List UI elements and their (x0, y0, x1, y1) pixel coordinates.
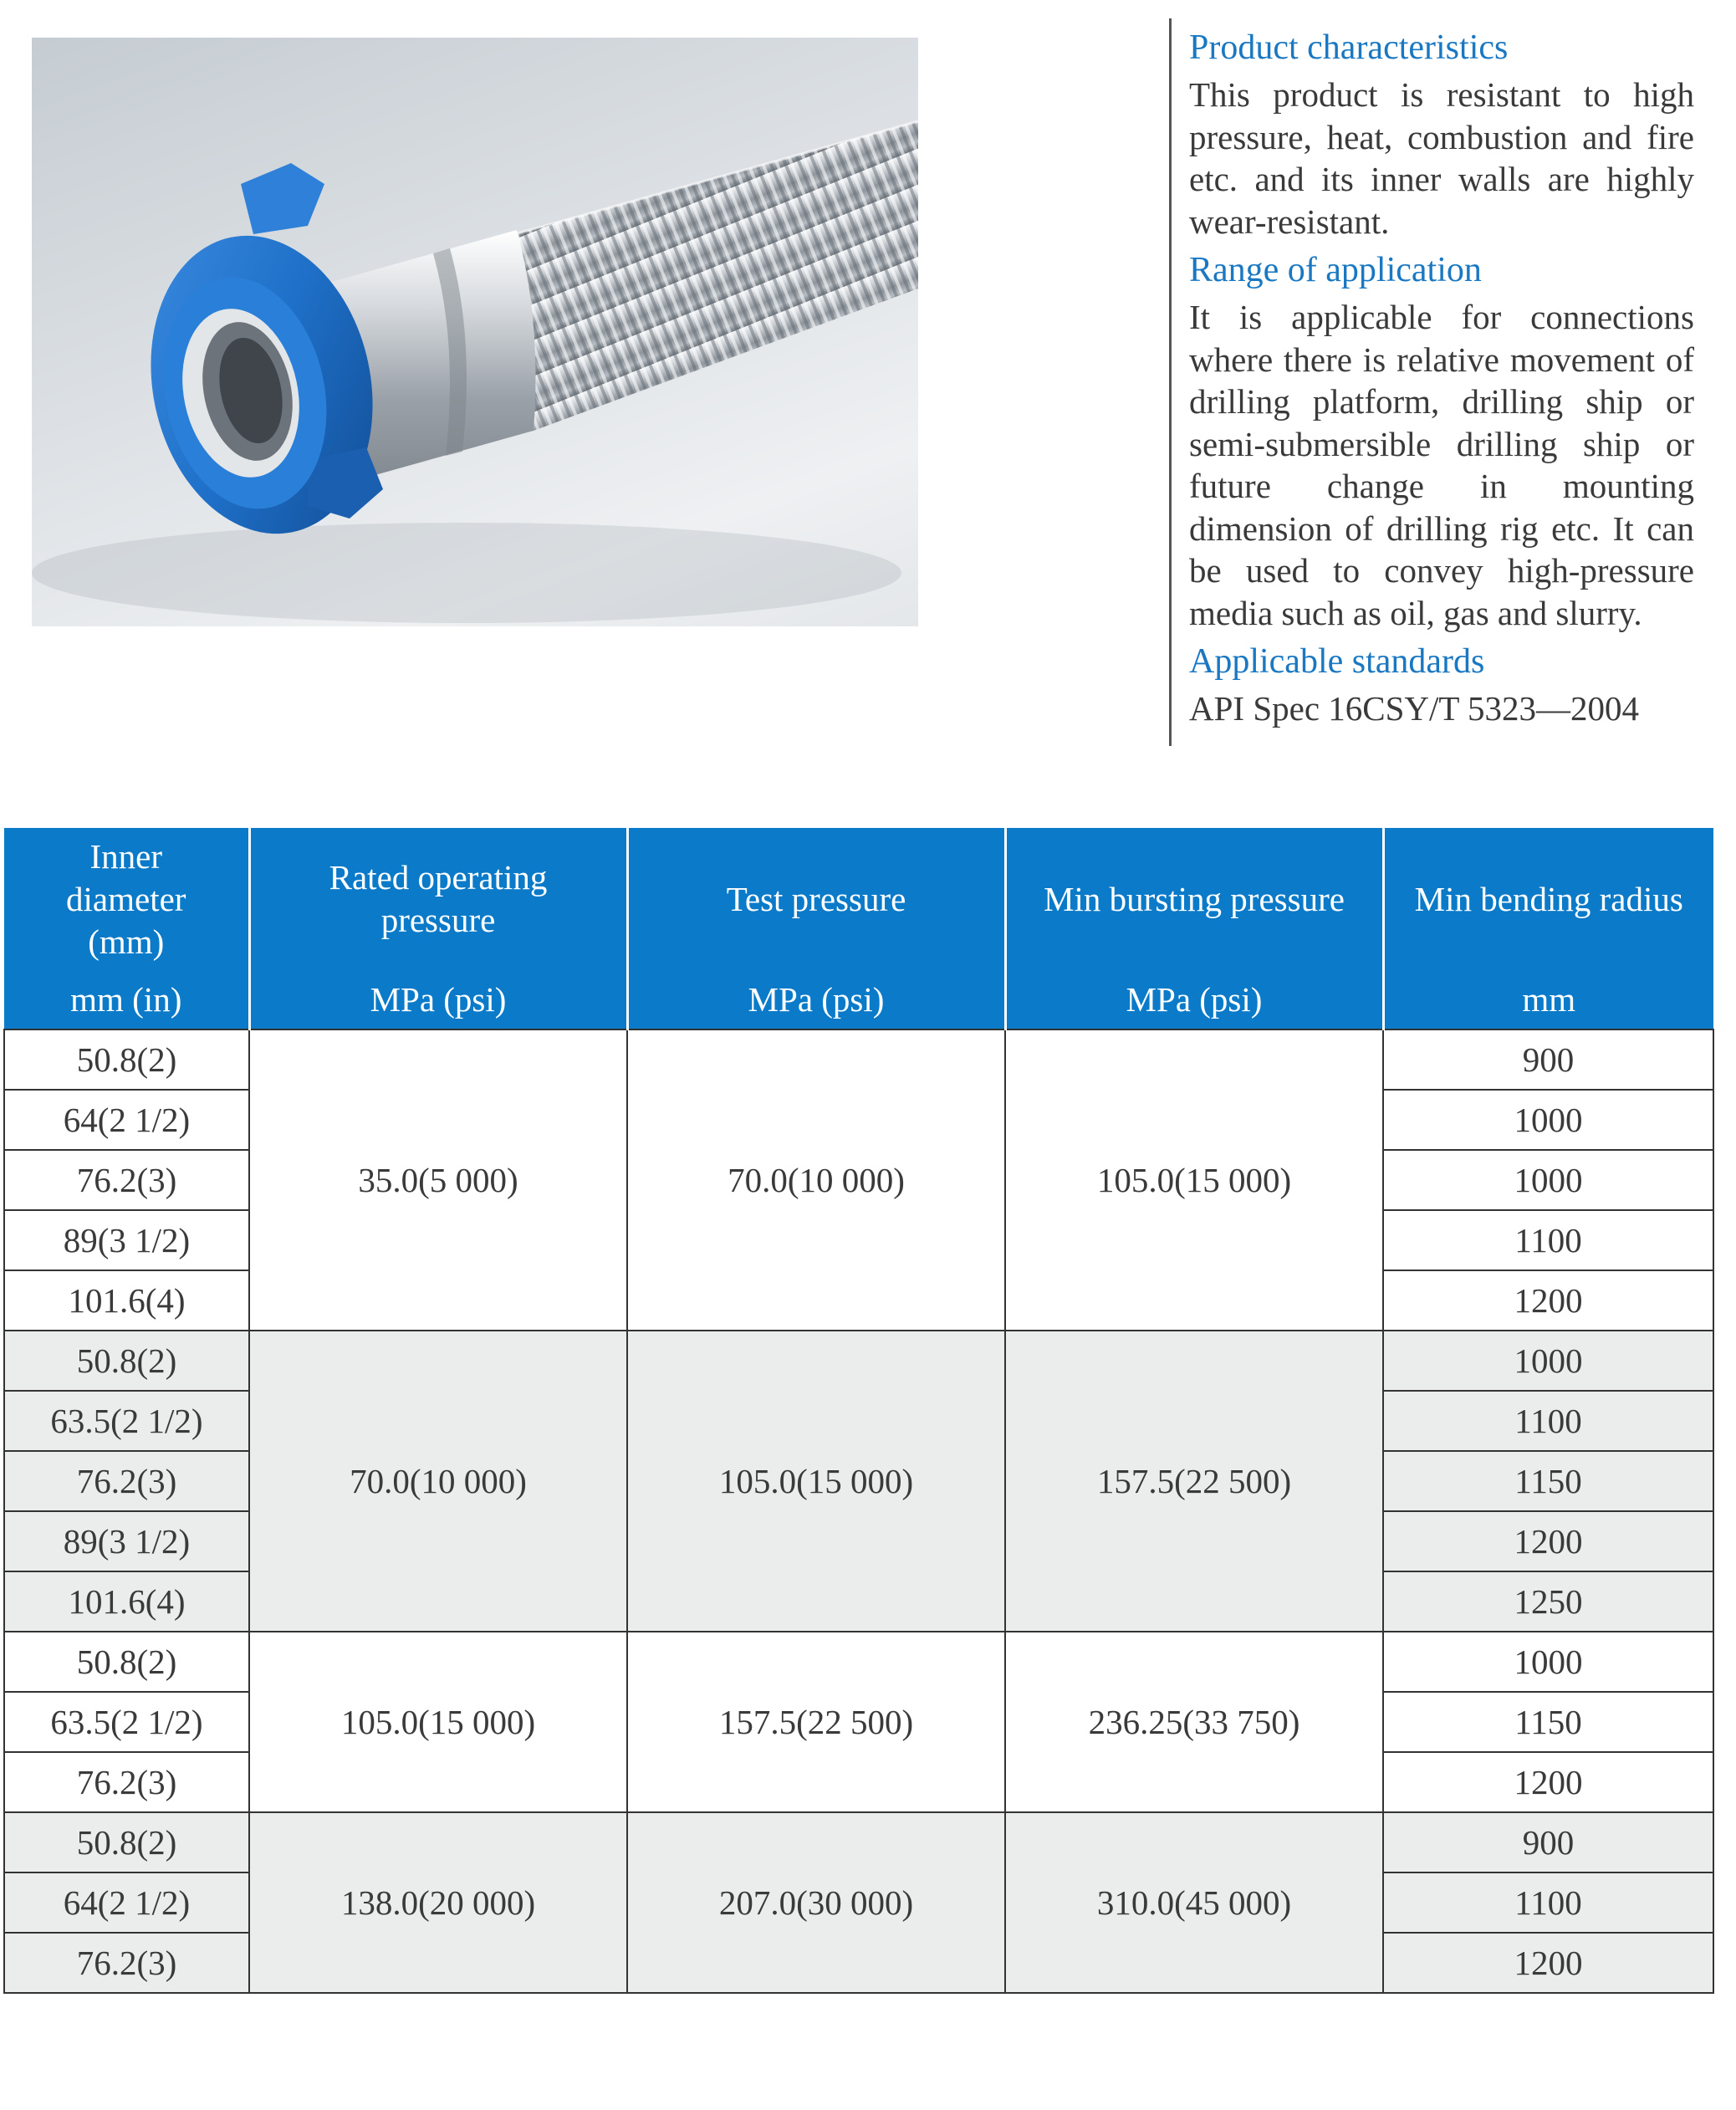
unit-inner-diameter: mm (in) (4, 970, 249, 1029)
header-rated-pressure: Rated operating pressure (249, 828, 627, 970)
inner-diameter-cell: 64(2 1/2) (4, 1090, 249, 1150)
product-photo (32, 38, 918, 626)
inner-diameter-cell: 50.8(2) (4, 1632, 249, 1692)
inner-diameter-cell: 50.8(2) (4, 1812, 249, 1872)
test-pressure-cell: 70.0(10 000) (627, 1029, 1005, 1331)
test-pressure-cell: 105.0(15 000) (627, 1331, 1005, 1632)
rated-pressure-cell: 35.0(5 000) (249, 1029, 627, 1331)
bending-radius-cell: 1000 (1383, 1150, 1713, 1210)
header-bending-radius: Min bending radius (1383, 828, 1713, 970)
unit-bursting-pressure: MPa (psi) (1005, 970, 1383, 1029)
test-pressure-cell: 157.5(22 500) (627, 1632, 1005, 1812)
spec-table (3, 828, 1714, 1994)
test-pressure-cell: 207.0(30 000) (627, 1812, 1005, 1993)
characteristics-text: This product is resistant to high pressure, heat, combustion and fire etc. and its inner walls are highly wear-resistant. (1189, 75, 1694, 241)
bending-radius-cell: 1200 (1383, 1511, 1713, 1571)
inner-diameter-cell: 63.5(2 1/2) (4, 1692, 249, 1752)
header-row (4, 828, 1713, 970)
vertical-divider (1169, 18, 1172, 746)
rated-pressure-cell: 70.0(10 000) (249, 1331, 627, 1632)
bursting-pressure-cell: 310.0(45 000) (1005, 1812, 1383, 1993)
bending-radius-cell: 1100 (1383, 1872, 1713, 1933)
table-row (4, 1331, 1713, 1391)
unit-rated-pressure: MPa (psi) (249, 970, 627, 1029)
bending-radius-cell: 1200 (1383, 1933, 1713, 1993)
inner-diameter-cell: 76.2(3) (4, 1933, 249, 1993)
rated-pressure-cell: 105.0(15 000) (249, 1632, 627, 1812)
inner-diameter-cell: 64(2 1/2) (4, 1872, 249, 1933)
bending-radius-cell: 1250 (1383, 1571, 1713, 1632)
bending-radius-cell: 1200 (1383, 1270, 1713, 1331)
bursting-pressure-cell: 157.5(22 500) (1005, 1331, 1383, 1632)
inner-diameter-cell: 89(3 1/2) (4, 1511, 249, 1571)
characteristics-title: Product characteristics (1189, 28, 1509, 67)
bending-radius-cell: 900 (1383, 1029, 1713, 1090)
inner-diameter-cell: 101.6(4) (4, 1270, 249, 1331)
bending-radius-cell: 1200 (1383, 1752, 1713, 1812)
table-row (4, 1812, 1713, 1872)
standards-text: API Spec 16CSY/T 5323—2004 (1189, 689, 1639, 728)
product-info (1189, 25, 1694, 735)
inner-diameter-cell: 76.2(3) (4, 1150, 249, 1210)
standards-title: Applicable standards (1189, 642, 1485, 681)
bending-radius-cell: 1000 (1383, 1090, 1713, 1150)
inner-diameter-cell: 63.5(2 1/2) (4, 1391, 249, 1451)
bending-radius-cell: 900 (1383, 1812, 1713, 1872)
inner-diameter-cell: 76.2(3) (4, 1451, 249, 1511)
bending-radius-cell: 1100 (1383, 1391, 1713, 1451)
header-bursting-pressure: Min bursting pressure (1005, 828, 1383, 970)
hose-illustration (32, 38, 918, 626)
bending-radius-cell: 1150 (1383, 1692, 1713, 1752)
bending-radius-cell: 1100 (1383, 1210, 1713, 1270)
inner-diameter-cell: 50.8(2) (4, 1331, 249, 1391)
header-inner-diameter: Inner diameter (mm) (4, 828, 249, 970)
bending-radius-cell: 1150 (1383, 1451, 1713, 1511)
application-text: It is applicable for connections where there is relative movement of drilling platform, drilling ship or semi-submersible drilling ship or future change in mounting dimension of drilling rig etc. It can be used to convey high-pressure media such as oil, gas and slurry. (1189, 298, 1694, 632)
rated-pressure-cell: 138.0(20 000) (249, 1812, 627, 1993)
bending-radius-cell: 1000 (1383, 1632, 1713, 1692)
inner-diameter-cell: 89(3 1/2) (4, 1210, 249, 1270)
bending-radius-cell: 1000 (1383, 1331, 1713, 1391)
bursting-pressure-cell: 236.25(33 750) (1005, 1632, 1383, 1812)
units-row (4, 970, 1713, 1029)
table-row (4, 1029, 1713, 1090)
inner-diameter-cell: 50.8(2) (4, 1029, 249, 1090)
inner-diameter-cell: 101.6(4) (4, 1571, 249, 1632)
unit-bending-radius: mm (1383, 970, 1713, 1029)
inner-diameter-cell: 76.2(3) (4, 1752, 249, 1812)
table-row (4, 1632, 1713, 1692)
header-test-pressure: Test pressure (627, 828, 1005, 970)
bursting-pressure-cell: 105.0(15 000) (1005, 1029, 1383, 1331)
unit-test-pressure: MPa (psi) (627, 970, 1005, 1029)
application-title: Range of application (1189, 251, 1482, 289)
